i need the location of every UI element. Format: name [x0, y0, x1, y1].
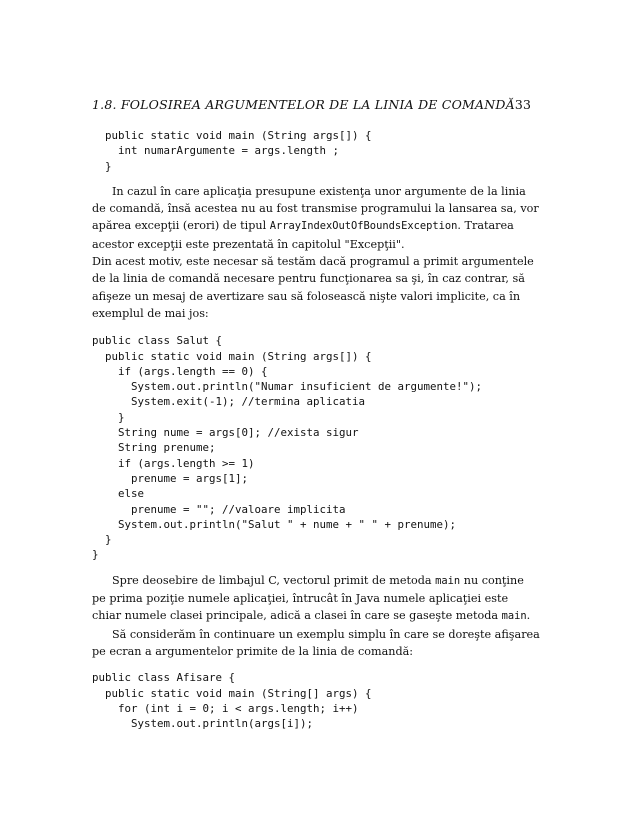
paragraph-line: de la linia de comandă necesare pentru funcţionarea sa şi, în caz contrar, să	[92, 272, 525, 286]
running-header	[92, 96, 532, 114]
paragraph-missing-arguments	[92, 183, 539, 322]
code-block-salut: public class Salut { public static void main (String args[]) { if (args.length == 0) { System.out.println("Numar insuficient de argumente!"); System.exit(-1); //termina aplicatia } String nume = args[0]; //exista sigur String prenume; if (args.length >= 1) prenume = args[1]; else prenume = ""; //valoare implicita System.out.println("Salut " + nume + " " + prenume); } }	[92, 334, 483, 562]
paragraph-line: Să considerăm în continuare un exemplu simplu în care se doreşte afişarea	[112, 627, 540, 641]
paragraph-line: Spre deosebire de limbajul C, vectorul primit de metoda	[112, 573, 436, 587]
code-block-main-args: public static void main (String args[]) { int numarArgumente = args.length ; }	[105, 129, 372, 173]
paragraph-line: pe prima poziţie numele aplicaţiei, întrucât în Java numele aplicaţiei este	[92, 592, 509, 606]
paragraph-line: . Tratarea	[457, 219, 514, 233]
paragraph-line: chiar numele clasei principale, adică a clasei în care se gaseşte metoda	[92, 609, 502, 623]
paragraph-line: pe ecran a argumentelor primite de la linia de comandă:	[92, 644, 414, 658]
paragraph-line: de comandă, însă acestea nu au fost transmise programului la lansarea sa, vor	[92, 202, 539, 216]
inline-code-main: main	[435, 574, 461, 587]
paragraph-line: acestor excepţii este prezentată în capitolul "Excepţii".	[92, 237, 405, 251]
page-number: 33	[514, 97, 532, 112]
paragraph-main-vector	[92, 572, 531, 626]
paragraph-display-example	[92, 626, 540, 661]
paragraph-line: afişeze un mesaj de avertizare sau să folosească nişte valori implicite, ca în	[92, 289, 521, 303]
book-page	[92, 96, 540, 731]
code-block-afisare: public class Afisare { public static void main (String[] args) { for (int i = 0; i < args.length; i++) System.out.println(args[i]);	[92, 671, 372, 731]
exception-name: ArrayIndexOutOfBoundsException	[269, 220, 458, 233]
paragraph-line: exemplul de mai jos:	[92, 306, 209, 320]
paragraph-line: In cazul în care aplicaţia presupune existenţa unor argumente de la linia	[112, 184, 526, 198]
paragraph-line: apărea excepţii (erori) de tipul	[92, 219, 270, 233]
section-title: 1.8. FOLOSIREA ARGUMENTELOR DE LA LINIA DE COMANDĂ	[92, 97, 515, 112]
inline-code-main: main	[501, 610, 527, 623]
paragraph-line: .	[526, 609, 531, 623]
paragraph-line: nu conţine	[460, 573, 524, 587]
paragraph-line: Din acest motiv, este necesar să testăm dacă programul a primit argumentele	[92, 255, 534, 269]
